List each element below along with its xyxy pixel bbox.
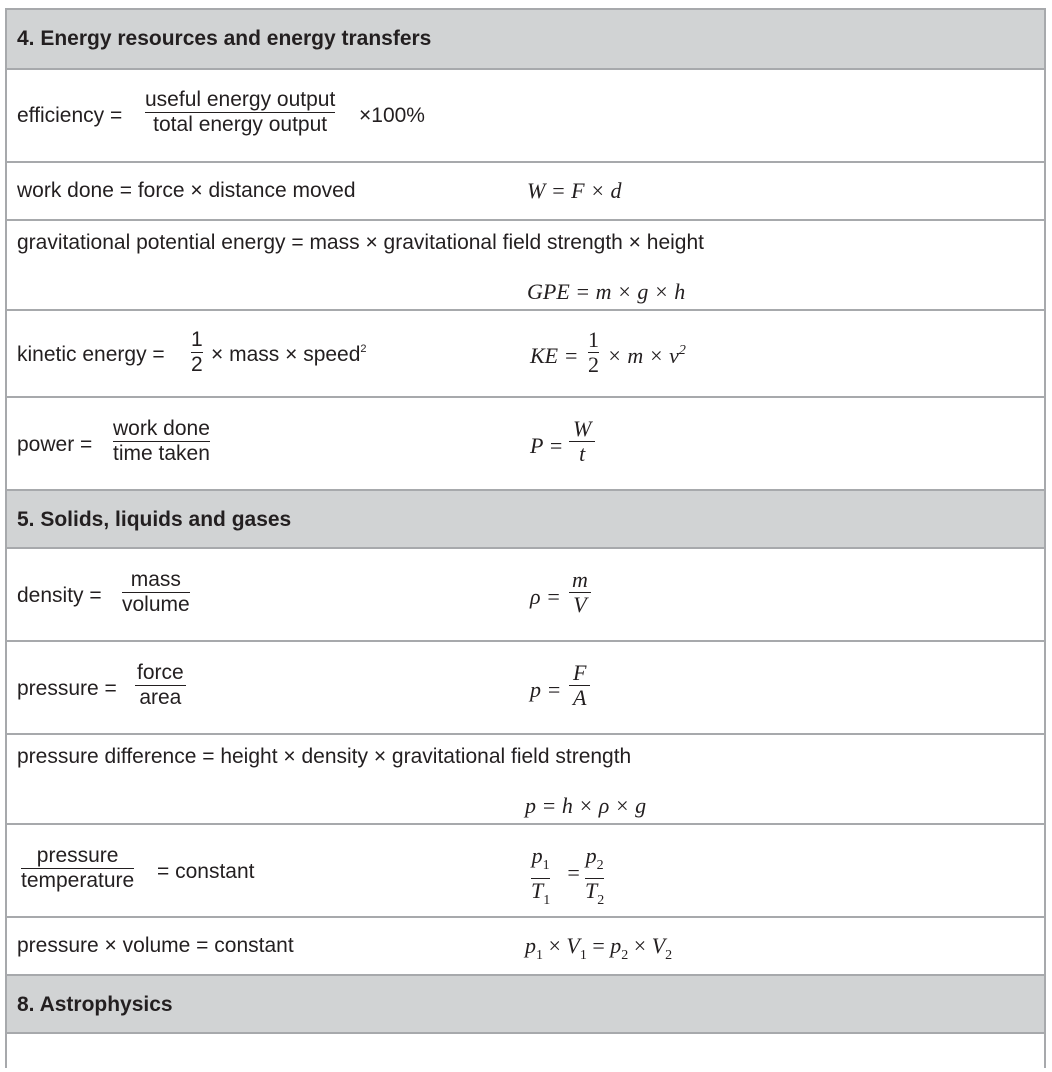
pressure-symbol-fraction: [569, 661, 590, 710]
formula-sheet: [5, 8, 1046, 1068]
v1-subscript: 1: [579, 948, 587, 963]
fraction-denominator: 2: [588, 352, 599, 377]
p2-over-t2-fraction: [585, 844, 604, 913]
ke-rest-text: × mass × speed: [211, 343, 361, 366]
formula-row-pressure: [7, 640, 1044, 733]
formula-row-work-done: [7, 161, 1044, 219]
fraction-denominator: time taken: [113, 442, 210, 465]
ke-squared: 2: [360, 343, 367, 355]
gpe-word-equation: gravitational potential energy = mass × gravitational field strength × height: [17, 231, 705, 254]
density-label: density =: [17, 584, 102, 607]
formula-row-power: [7, 396, 1044, 489]
section-header-energy: [7, 10, 1044, 68]
fraction-denominator: temperature: [21, 869, 135, 892]
p2-subscript: 2: [621, 948, 629, 963]
section-header-solids: [7, 489, 1044, 547]
section-title: 4. Energy resources and energy transfers: [17, 27, 432, 50]
power-label: power =: [17, 433, 93, 456]
t1-symbol: T: [531, 878, 544, 903]
gpe-symbol-equation: GPE = m × g × h: [527, 279, 686, 304]
fraction-numerator: [586, 844, 604, 878]
fraction-denominator: area: [139, 686, 182, 709]
fraction-numerator: pressure: [36, 844, 119, 867]
v1-symbol: V: [566, 933, 580, 958]
equals-sign: =: [592, 933, 605, 958]
fraction-numerator: F: [573, 660, 587, 685]
pressure-temperature-fraction: [21, 844, 134, 893]
fraction-denominator: t: [579, 441, 586, 466]
fraction-numerator: work done: [113, 417, 210, 440]
formula-row-efficiency: [7, 68, 1044, 161]
pressure-symbol-lhs: p =: [530, 677, 562, 702]
p1-over-t1-fraction: [531, 844, 550, 913]
formula-row-density: [7, 547, 1044, 640]
ke-symbol-lhs: KE =: [530, 343, 579, 368]
section-title: 8. Astrophysics: [17, 993, 173, 1016]
equals-sign: =: [566, 860, 581, 885]
density-fraction: [122, 568, 190, 617]
ke-symbol-rest: [607, 343, 686, 369]
p1-symbol: p: [525, 933, 536, 958]
power-fraction: [113, 417, 210, 466]
section-header-astrophysics: [7, 974, 1044, 1032]
constant-label: = constant: [157, 860, 255, 883]
fraction-denominator: 2: [191, 353, 203, 376]
v2-symbol: V: [651, 933, 666, 958]
formula-row-pressure-temperature: [7, 823, 1044, 916]
work-done-symbol-equation: W = F × d: [527, 178, 622, 203]
p1-subscript: 1: [542, 858, 550, 873]
pressure-volume-symbol-equation: [525, 933, 672, 964]
formula-row-pressure-difference: [7, 733, 1044, 823]
t2-symbol: T: [585, 878, 598, 903]
density-symbol-fraction: [569, 568, 591, 617]
fraction-denominator: A: [573, 685, 587, 710]
fraction-denominator: volume: [122, 593, 190, 616]
fraction-denominator: [531, 879, 550, 913]
ke-symbol-half-fraction: [588, 328, 599, 377]
pressure-volume-word-equation: pressure × volume = constant: [17, 934, 294, 957]
fraction-numerator: mass: [130, 568, 181, 591]
ke-symbol-rest-text: × m × v: [607, 343, 679, 368]
fraction-numerator: 1: [191, 328, 203, 351]
fraction-numerator: [532, 844, 550, 878]
ke-symbol-squared: 2: [678, 343, 686, 358]
pressure-fraction: [135, 661, 186, 710]
fraction-numerator: m: [572, 567, 588, 592]
pressure-difference-word-equation: pressure difference = height × density × gravitational field strength: [17, 745, 632, 768]
fraction-numerator: 1: [588, 327, 599, 352]
times-sign: ×: [548, 933, 561, 958]
t1-subscript: 1: [543, 893, 551, 908]
fraction-numerator: force: [137, 661, 184, 684]
efficiency-fraction: [145, 88, 335, 137]
density-symbol-lhs: ρ =: [530, 584, 561, 609]
ke-label: kinetic energy =: [17, 343, 165, 366]
fraction-denominator: V: [573, 592, 587, 617]
formula-row-kinetic-energy: [7, 309, 1044, 396]
formula-row-gpe: [7, 219, 1044, 309]
formula-row-pressure-volume: [7, 916, 1044, 974]
work-done-word-equation: work done = force × distance moved: [17, 179, 356, 202]
ke-rest: [211, 343, 367, 367]
power-symbol-lhs: P =: [530, 433, 564, 458]
v2-subscript: 2: [665, 948, 673, 963]
fraction-numerator: W: [573, 416, 592, 441]
times-sign: ×: [633, 933, 647, 958]
section-title: 5. Solids, liquids and gases: [17, 508, 292, 531]
fraction-numerator: useful energy output: [145, 88, 336, 111]
p1-subscript: 1: [536, 948, 543, 963]
p2-symbol: p: [585, 843, 597, 868]
fraction-denominator: total energy output: [153, 113, 328, 136]
pressure-label: pressure =: [17, 677, 117, 700]
t2-subscript: 2: [597, 893, 605, 908]
formula-row-partial: [7, 1032, 1044, 1072]
efficiency-percent: ×100%: [359, 104, 425, 127]
p1-symbol: p: [531, 843, 543, 868]
power-symbol-fraction: [569, 417, 595, 466]
ke-half-fraction: [191, 328, 203, 377]
efficiency-label: efficiency =: [17, 104, 123, 127]
p2-subscript: 2: [596, 858, 604, 873]
pressure-difference-symbol-equation: p = h × ρ × g: [525, 793, 647, 818]
fraction-denominator: [585, 879, 604, 913]
p2-symbol: p: [610, 933, 622, 958]
